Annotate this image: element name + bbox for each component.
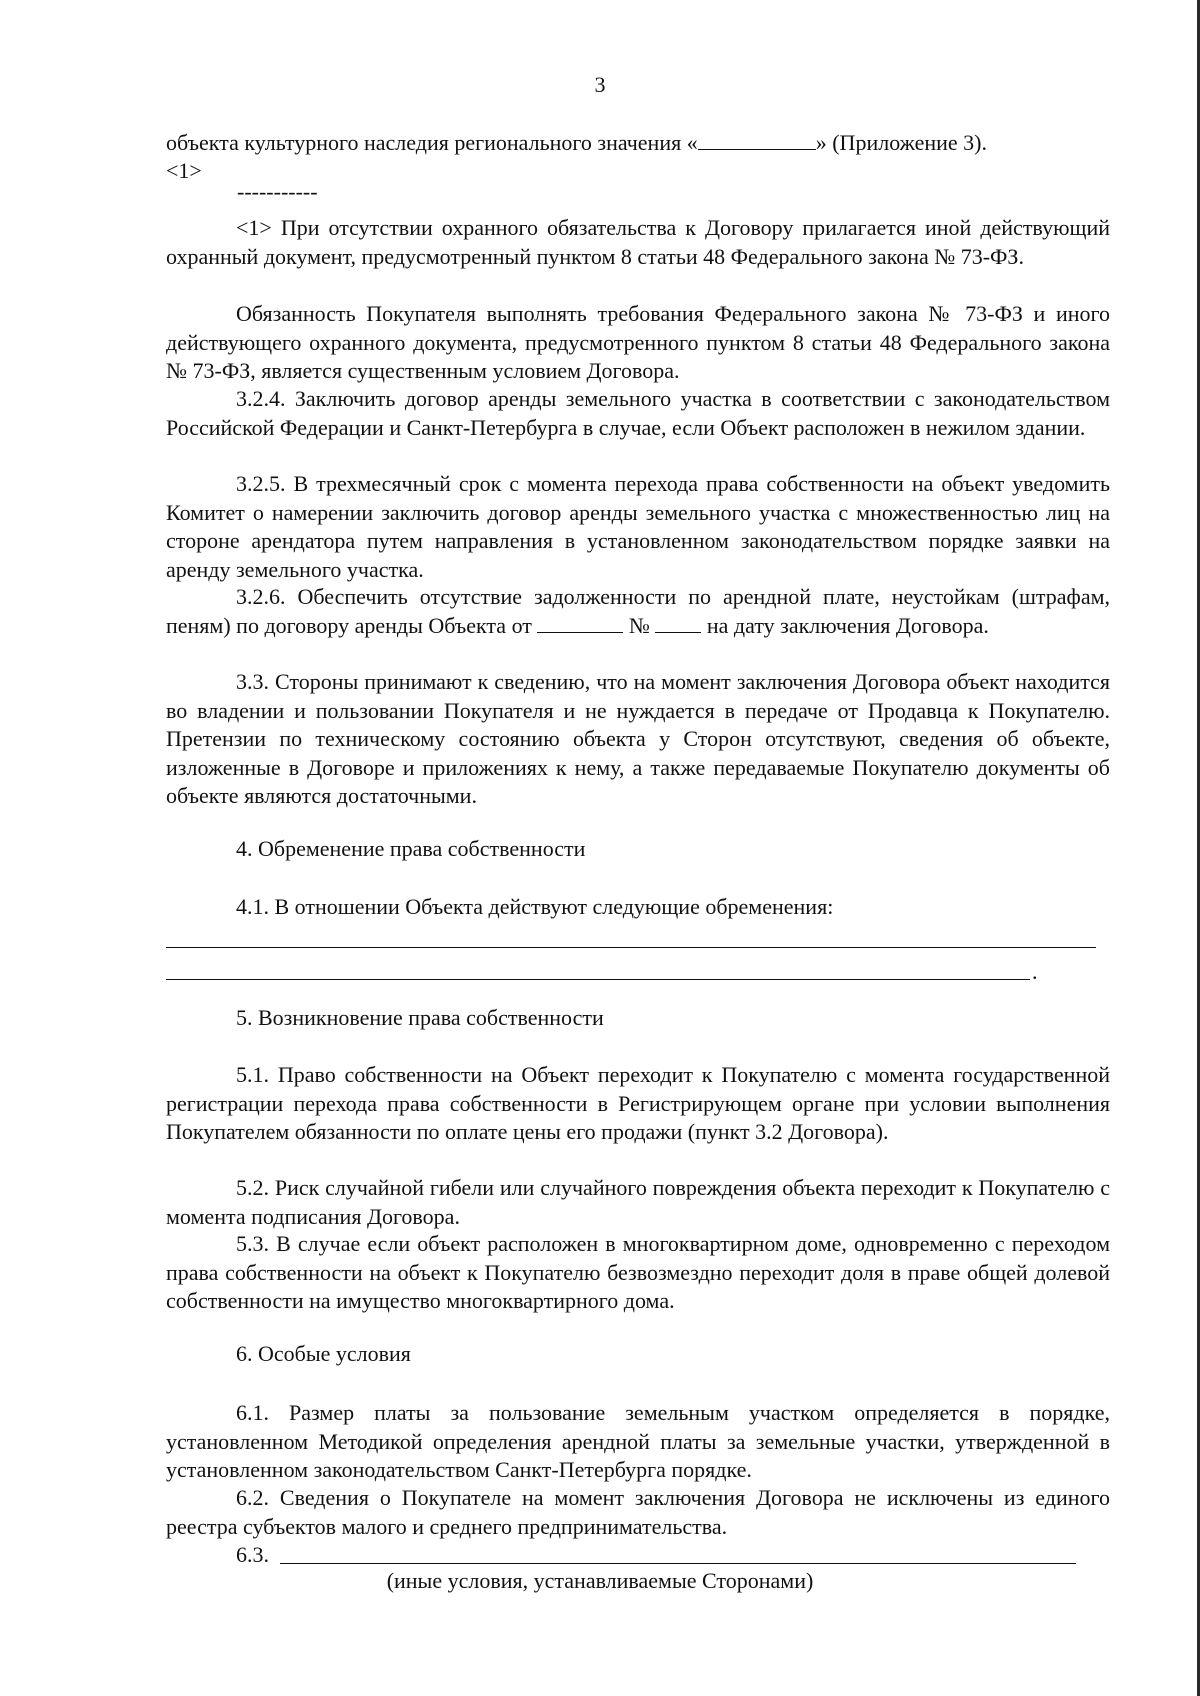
- lease-number-blank[interactable]: [655, 612, 701, 633]
- footnote-text: <1> При отсутствии охранного обязательства к Договору прилагается иной действующий охранный документ, предусмотренный пунктом 8 статьи 48 Федерального закона № 73-ФЗ.: [166, 215, 1110, 269]
- clause-5-2: 5.2. Риск случайной гибели или случайного повреждения объекта переходит к Покупателю с момента подписания Договора.: [166, 1175, 1110, 1229]
- page-number: 3: [594, 72, 606, 97]
- clause-5-3: 5.3. В случае если объект расположен в многоквартирном доме, одновременно с переходом права собственности на объект к Покупателю безвозмездно переходит доля в праве общей долевой собственности на имущество многоквартирного дома.: [166, 1231, 1110, 1313]
- heritage-name-blank[interactable]: [698, 129, 816, 150]
- clause-6-1: 6.1. Размер платы за пользование земельным участком определяется в порядке, установленном Методикой определения арендной платы за земельные участки, утвержденной в установленном законодательством Санкт-Петербурга порядке.: [166, 1400, 1110, 1482]
- clause-3-2-6-text-c: на дату заключения Договора.: [706, 612, 989, 638]
- clause-6-3-label: 6.3.: [236, 1542, 269, 1567]
- footnote-ref: <1>: [166, 158, 202, 183]
- intro-text-before: объекта культурного наследия регионального значения «: [166, 130, 698, 155]
- clause-5-1: 5.1. Право собственности на Объект переходит к Покупателю с момента государственной регистрации перехода права собственности в Регистрирующем органе при условии выполнения Покупателем обязанности по оплате цены его продажи (пункт 3.2 Договора).: [166, 1062, 1110, 1144]
- clause-3-2-6-text-a: 3.2.6. Обеспечить отсутствие задолженности по арендной плате, неустойкам (штрафам, пеням) по договору аренды Объекта от: [166, 584, 1110, 638]
- intro-text-after: » (Приложение 3).: [815, 130, 987, 155]
- clause-6-2: 6.2. Сведения о Покупателе на момент заключения Договора не исключены из единого реестра субъектов малого и среднего предпринимательства.: [166, 1485, 1110, 1539]
- intro-line: [166, 129, 1110, 157]
- clause-3-2-6: [166, 583, 1110, 640]
- lease-date-blank[interactable]: [537, 612, 623, 633]
- footnote-separator: -----------: [237, 179, 318, 204]
- encumbrances-line-1[interactable]: [166, 947, 1096, 948]
- section-6-heading: 6. Особые условия: [236, 1341, 411, 1366]
- encumbrances-line-2[interactable]: [166, 979, 1030, 980]
- clause-4-1: 4.1. В отношении Объекта действуют следующие обременения:: [236, 894, 834, 919]
- section-5-heading: 5. Возникновение права собственности: [236, 1005, 604, 1030]
- section-4-heading: 4. Обременение права собственности: [236, 836, 586, 861]
- clause-3-2-4: 3.2.4. Заключить договор аренды земельного участка в соответствии с законодательством Российской Федерации и Санкт-Петербурга в случае, если Объект расположен в нежилом здании.: [166, 386, 1110, 440]
- clause-3-3: 3.3. Стороны принимают к сведению, что на момент заключения Договора объект находится во владении и пользовании Покупателя и не нуждается в передаче от Продавца к Покупателю. Претензии по техническому состоянию объекта у Сторон отсутствуют, сведения об объекте, изложенные в Договоре и приложениях к нему, а также передаваемые Покупателю документы об объекте являются достаточными.: [166, 669, 1110, 808]
- clause-3-2-5: 3.2.5. В трехмесячный срок с момента перехода права собственности на объект уведомить Комитет о намерении заключить договор аренды земельного участка с множественностью лиц на стороне арендатора путем направления в установленном законодательством порядке заявки на аренду земельного участка.: [166, 471, 1110, 582]
- obligation-paragraph: Обязанность Покупателя выполнять требования Федерального закона № 73-ФЗ и иного действующего охранного документа, предусмотренного пунктом 8 статьи 48 Федерального закона № 73-ФЗ, является существенным условием Договора.: [166, 301, 1110, 383]
- other-conditions-line[interactable]: [280, 1563, 1076, 1564]
- clause-3-2-6-number-sign: №: [628, 612, 650, 638]
- encumbrances-end-mark: .: [1032, 959, 1038, 984]
- other-conditions-caption: (иные условия, устанавливаемые Сторонами): [386, 1568, 814, 1593]
